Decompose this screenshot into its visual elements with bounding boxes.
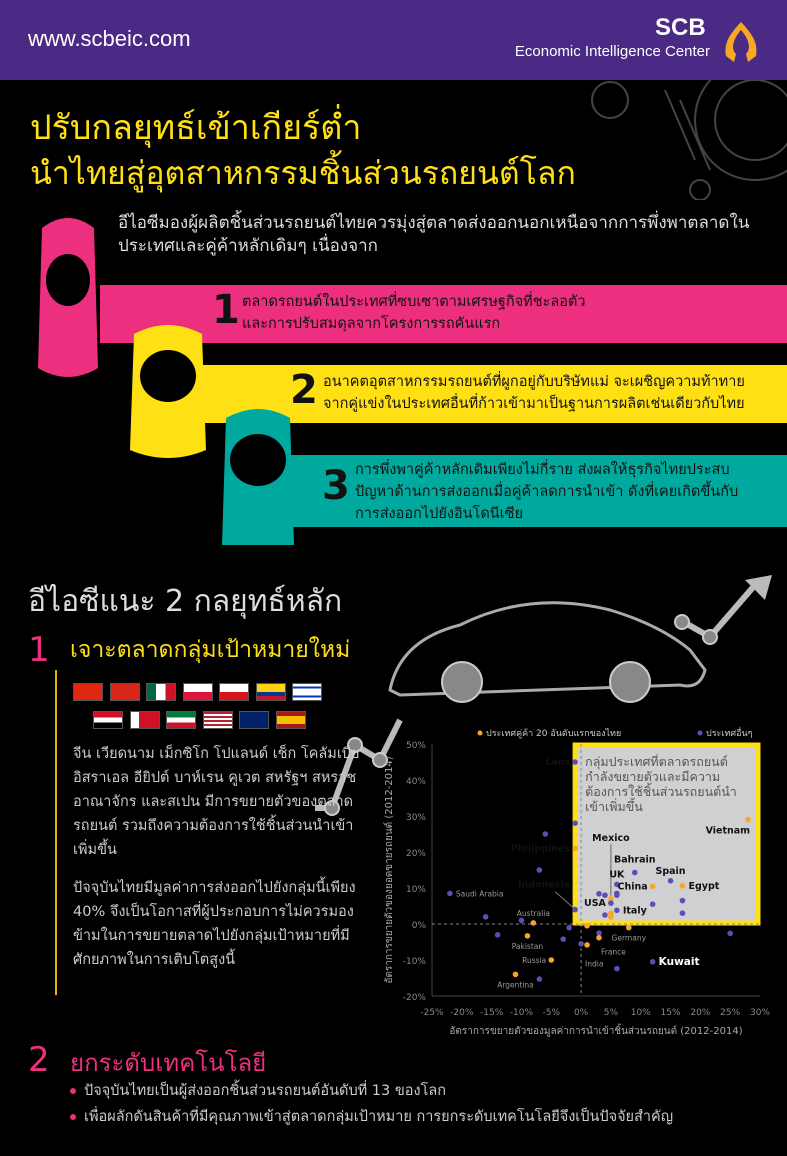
data-point (650, 901, 656, 907)
data-point (680, 898, 686, 904)
x-tick-label: -25% (420, 1008, 444, 1018)
point-label: Indonesia (517, 879, 571, 891)
flag-kuwait-icon (166, 711, 196, 729)
flag-egypt-icon (93, 711, 123, 729)
data-point (572, 759, 578, 765)
data-point (596, 891, 602, 897)
data-point (608, 900, 614, 906)
flag-colombia-icon (256, 683, 286, 701)
yellow-car-icon (120, 316, 216, 464)
data-point (519, 918, 525, 924)
teal-car-icon (212, 400, 304, 545)
x-tick-label: 10% (630, 1008, 651, 1018)
point-label: Italy (622, 905, 647, 917)
x-tick-label: -20% (450, 1008, 474, 1018)
point-label: Australia (516, 908, 550, 918)
data-point (650, 959, 656, 965)
data-point (483, 914, 489, 920)
reason-number: 1 (212, 287, 240, 333)
point-label: UK (609, 869, 625, 881)
page-title: ปรับกลยุทธ์เข้าเกียร์ต่ำ (30, 108, 362, 148)
flag-israel-icon (292, 683, 322, 701)
scatter-chart (370, 725, 780, 1045)
x-tick-label: 0% (573, 1008, 589, 1018)
reason-band-3 (250, 455, 787, 527)
y-axis-label: อัตราการขยายตัวของยอดขายรถยนต์ (2012-2014) (384, 756, 395, 984)
highlight-box-text: กลุ่มประเทศที่ตลาดรถยนต์กำลังขยายตัวและมีความต้องการใช้ชิ้นส่วนรถยนต์นำเข้าเพิ่มขึ้น (585, 754, 737, 814)
y-tick-label: -20% (402, 993, 426, 1003)
data-point (745, 817, 751, 823)
point-label: Bahrain (613, 854, 656, 866)
legend-marker (698, 731, 703, 736)
gears-decoration-icon (560, 80, 787, 200)
y-tick-label: 40% (405, 777, 426, 787)
x-tick-label: 30% (749, 1008, 771, 1018)
x-tick-label: 20% (690, 1008, 711, 1018)
point-label: India (585, 959, 604, 969)
point-label: Saudi Arabia (455, 889, 504, 899)
leader-line (555, 892, 573, 908)
reason-number: 3 (322, 463, 350, 509)
y-tick-label: -10% (402, 957, 426, 967)
data-point (537, 976, 543, 982)
data-point (531, 920, 537, 926)
bullet-item: ปัจจุบันไทยเป็นผู้ส่งออกชิ้นส่วนรถยนต์อันดับที่ 13 ของโลก (70, 1080, 782, 1102)
data-point (447, 891, 453, 897)
flag-czech-icon (219, 683, 249, 701)
data-point (560, 936, 566, 942)
y-tick-label: 30% (405, 813, 426, 823)
data-point (614, 908, 620, 914)
data-point (566, 925, 572, 931)
point-label: China (617, 881, 648, 893)
legend-marker (478, 731, 483, 736)
strategy-1-text (73, 742, 363, 986)
data-point (537, 867, 543, 873)
divider (55, 670, 57, 995)
point-label: Egypt (688, 880, 720, 892)
data-point (548, 957, 554, 963)
highlight-box-text-wrap (585, 754, 740, 818)
x-tick-label: -5% (542, 1008, 561, 1018)
bullet-item: เพื่อผลักดันสินค้าที่มีคุณภาพเข้าสู่ตลาดกลุ่มเป้าหมาย การยกระดับเทคโนโลยีจึงเป็นปัจจัยสำคัญ (70, 1106, 782, 1128)
point-label: Mexico (592, 833, 630, 845)
point-label: Argentina (497, 980, 534, 990)
point-label: Laos (545, 757, 571, 768)
point-label: Pakistan (511, 941, 544, 951)
data-point (680, 910, 686, 916)
flag-vietnam-icon (110, 683, 140, 701)
data-point (584, 942, 590, 948)
data-point (572, 820, 578, 826)
flag-poland-icon (183, 683, 213, 701)
header-bar (0, 0, 787, 80)
data-point (525, 933, 531, 939)
data-point (584, 923, 590, 929)
reason-text: การพึ่งพาคู่ค้าหลักเดิมเพียงไม่กี่ราย ส่งผลให้ธุรกิจไทยประสบ ปัญหาด้านการส่งออกเมื่อคู่ค้าลดการนำเข้า ดังที่เคยเกิดขึ้นกับ การส่งออกไปยังอินโดนีเซีย (355, 462, 739, 522)
x-axis-label: อัตราการขยายตัวของมูลค่าการนำเข้าชิ้นส่วนรถยนต์ (2012-2014) (449, 1026, 743, 1037)
data-point (602, 912, 608, 918)
data-point (578, 941, 584, 947)
x-tick-label: 25% (720, 1008, 741, 1018)
flag-mexico-icon (146, 683, 176, 701)
data-point (727, 931, 733, 937)
flag-bahrain-icon (130, 711, 160, 729)
point-label: Vietnam (705, 825, 751, 837)
data-point (602, 892, 608, 898)
reason-text: ตลาดรถยนต์ในประเทศที่ซบเซาตามเศรษฐกิจที่ชะลอตัว และการปรับสมดุลจากโครงการรถคันแรก (242, 294, 586, 332)
strategy-1-paragraph-2: ปัจจุบันไทยมีมูลค่าการส่งออกไปยังกลุ่มนี้เพียง 40% จึงเป็นโอกาสที่ผู้ประกอบการไม่ควรมองข้ามในการขยายตลาดไปยังกลุ่มเป้าหมายที่มีศักยภาพในการเติบโตสูงนี้ (73, 880, 356, 968)
y-tick-label: 0% (411, 921, 426, 931)
legend-label: ประเทศคู่ค้า 20 อันดับแรกของไทย (486, 729, 622, 739)
intro-text: อีไอซีมองผู้ผลิตชิ้นส่วนรถยนต์ไทยควรมุ่งสู่ตลาดส่งออกนอกเหนือจากการพึ่งพาตลาดในประเทศและคู่ค้าหลักเดิมๆ เนื่องจาก (118, 213, 750, 256)
point-label: Germany (611, 933, 647, 943)
point-label: France (600, 947, 626, 957)
strategies-heading: อีไอซีแนะ 2 กลยุทธ์หลัก (28, 584, 343, 619)
reason-text: อนาคตอุตสาหกรรมรถยนต์ที่ผูกอยู่กับบริษัทแม่ จะเผชิญความท้าทาย จากคู่แข่งในประเทศอื่นที่ก้าวเข้ามาเป็นฐานการผลิตเช่นเดียวกับไทย (323, 374, 745, 412)
point-label: Russia (522, 956, 547, 965)
point-label: Kuwait (658, 955, 700, 968)
point-label: Philippines (510, 843, 571, 855)
data-point (680, 883, 686, 889)
x-tick-label: -10% (509, 1008, 534, 1018)
website-link[interactable]: www.scbeic.com (28, 26, 191, 51)
data-point (626, 925, 632, 931)
y-tick-label: 10% (405, 885, 426, 895)
y-tick-label: 20% (405, 849, 426, 859)
data-point (668, 878, 674, 884)
bullet-list (70, 1080, 782, 1132)
strategy-1-number: 1 (28, 630, 50, 670)
data-point (614, 892, 620, 898)
data-point (596, 935, 602, 941)
data-point (614, 966, 620, 972)
x-tick-label: 5% (603, 1008, 619, 1018)
data-point (543, 831, 549, 837)
data-point (650, 884, 656, 890)
data-point (495, 932, 501, 938)
data-point (608, 914, 614, 920)
strategy-1-paragraph-1: จีน เวียดนาม เม็กซิโก โปแลนด์ เช็ก โคลัมเบีย อิสราเอล อียิปต์ บาห์เรน คูเวต สหรัฐฯ สหราชอาณาจักร และสเปน มีการขยายตัวของตลาดรถยนต์ รวมถึงความต้องการใช้ชิ้นส่วนนำเข้าเพิ่มขึ้น (73, 746, 360, 858)
brand-subtitle: Economic Intelligence Center (514, 43, 710, 60)
y-tick-label: 50% (405, 741, 426, 751)
data-point (513, 972, 519, 978)
scb-logo-icon (718, 18, 764, 66)
data-point (572, 907, 578, 913)
data-point (572, 846, 578, 852)
x-tick-label: 15% (660, 1008, 681, 1018)
brand-name: SCB (655, 14, 706, 41)
x-tick-label: -15% (480, 1008, 504, 1018)
strategy-1-title: เจาะตลาดกลุ่มเป้าหมายใหม่ (70, 637, 351, 663)
legend-label: ประเทศอื่นๆ (706, 729, 753, 739)
page-subtitle: นำไทยสู่อุตสาหกรรมชิ้นส่วนรถยนต์โลก (30, 154, 576, 192)
pink-car-icon (28, 208, 108, 388)
strategy-2-number: 2 (28, 1040, 50, 1080)
reason-number: 2 (290, 367, 318, 413)
flag-uk-icon (239, 711, 269, 729)
strategy-2-title: ยกระดับเทคโนโลยี (70, 1049, 267, 1077)
point-label: USA (583, 898, 606, 910)
data-point (632, 870, 638, 876)
flag-china-icon (73, 683, 103, 701)
flag-spain-icon (276, 711, 306, 729)
flag-usa-icon (203, 711, 233, 729)
point-label: Spain (655, 865, 686, 877)
